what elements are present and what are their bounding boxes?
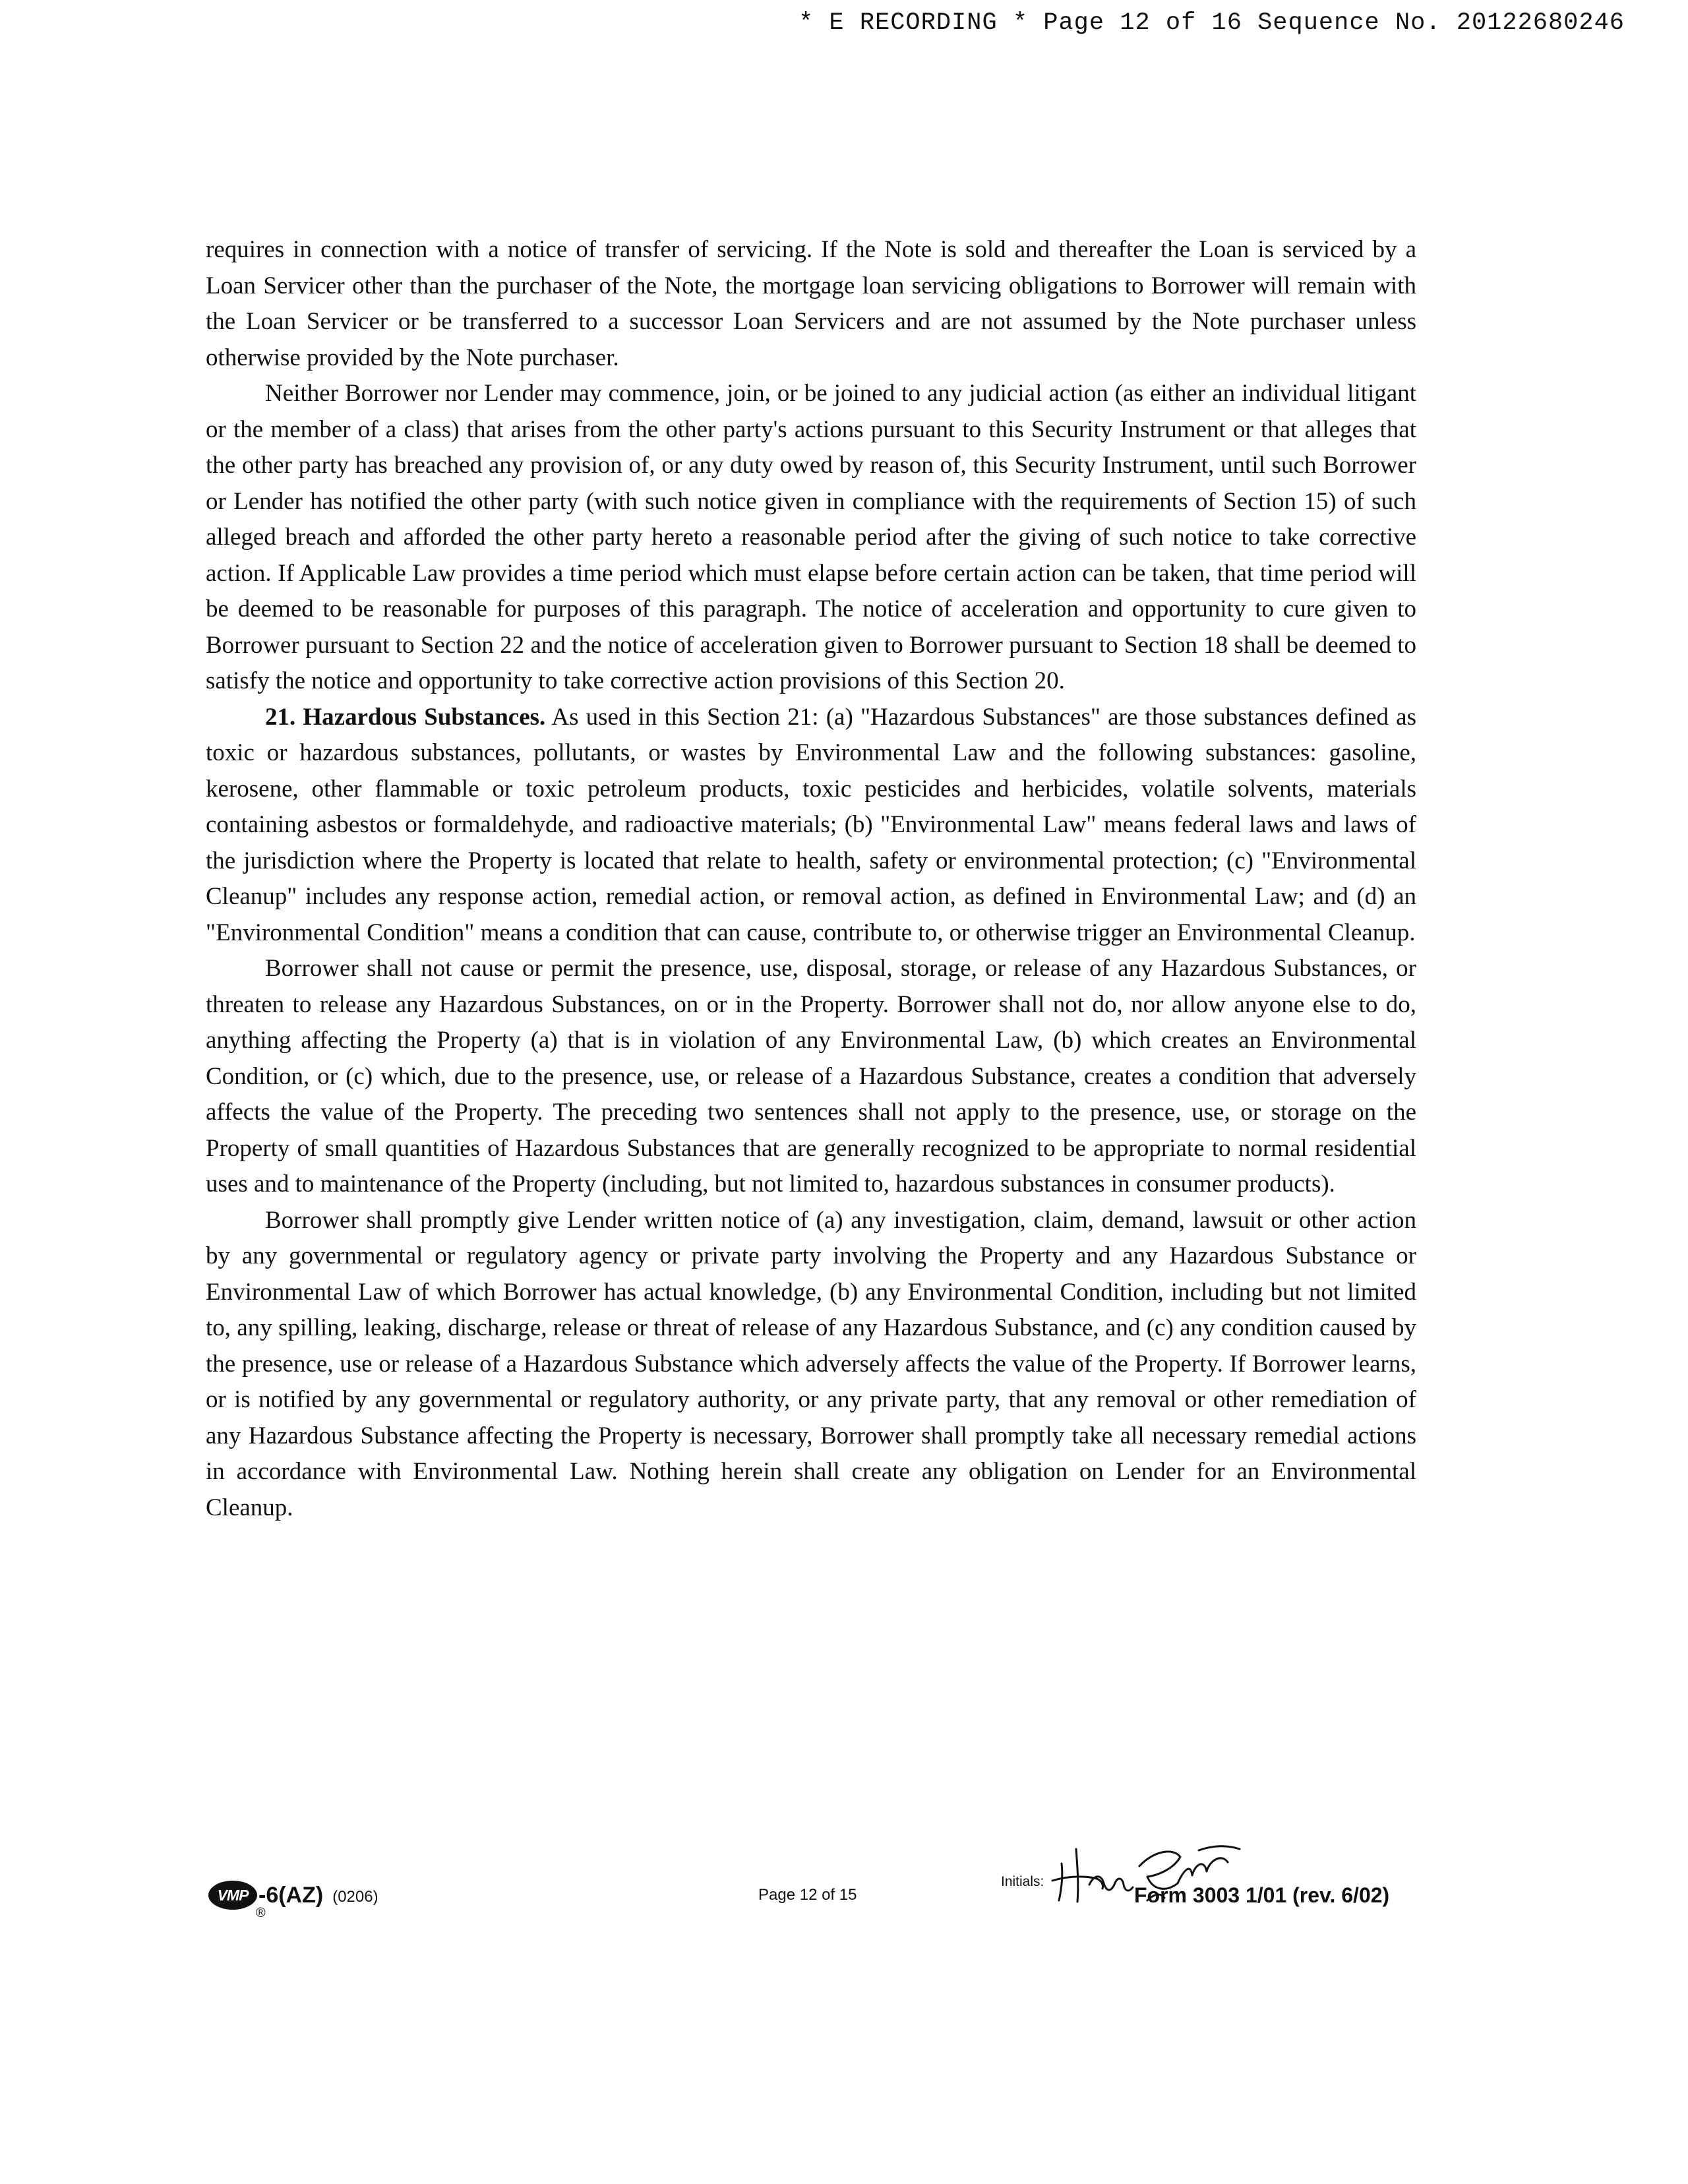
- vmp-logo-icon: VMP: [208, 1881, 257, 1910]
- form-revision-code: (0206): [332, 1888, 378, 1906]
- page-footer: [0, 1840, 1688, 1945]
- paragraph-borrower-notice: Borrower shall promptly give Lender written notice of (a) any investigation, claim, demand, lawsuit or other action by any governmental or regulatory agency or private party involving the Property and any Hazardous Substance or Environmental Law of which Borrower has actual knowledge, (b) any Environmental Condition, including but not limited to, any spilling, leaking, discharge, release or threat of release of any Hazardous Substance, and (c) any condition caused by the presence, use or release of a Hazardous Substance which adversely affects the value of the Property. If Borrower learns, or is notified by any governmental or regulatory authority, or any private party, that any removal or other remediation of any Hazardous Substance affecting the Property is necessary, Borrower shall promptly take all necessary remedial actions in accordance with Environmental Law. Nothing herein shall create any obligation on Lender for an Environmental Cleanup.: [206, 1206, 1416, 1521]
- vmp-logo: [208, 1881, 378, 1920]
- paragraph-borrower-shall-not: Borrower shall not cause or permit the presence, use, disposal, storage, or release of any Hazardous Substances, or threaten to release any Hazardous Substances, on or in the Property. Borrower shall not do, nor allow anyone else to do, anything affecting the Property (a) that is in violation of any Environmental Law, (b) which creates an Environmental Condition, or (c) which, due to the presence, use, or release of a Hazardous Substance, creates a condition that adversely affects the value of the Property. The preceding two sentences shall not apply to the presence, use, or storage on the Property of small quantities of Hazardous Substances that are generally recognized to be appropriate to normal residential uses and to maintenance of the Property (including, but not limited to, hazardous substances in consumer products).: [206, 955, 1416, 1198]
- form-number: Form 3003 1/01 (rev. 6/02): [1134, 1883, 1390, 1907]
- section-21-heading: 21. Hazardous Substances.: [265, 703, 546, 731]
- page-number: Page 12 of 15: [758, 1886, 857, 1904]
- registered-mark: ®: [256, 1906, 266, 1920]
- recording-stamp: * E RECORDING * Page 12 of 16 Sequence No. 20122680246: [799, 9, 1625, 37]
- section-21-text: As used in this Section 21: (a) "Hazardous Substances" are those substances defined as toxic or hazardous substances, pollutants, or wastes by Environmental Law and the following substances: gasoline, kerosene, other flammable or toxic petroleum products, toxic pesticides and herbicides, volatile solvents, materials containing asbestos or formaldehyde, and radioactive materials; (b) "Environmental Law" means federal laws and laws of the jurisdiction where the Property is located that relate to health, safety or environmental protection; (c) "Environmental Cleanup" includes any response action, remedial action, or removal action, as defined in Environmental Law; and (d) an "Environmental Condition" means a condition that can cause, contribute to, or otherwise trigger an Environmental Cleanup.: [206, 703, 1416, 946]
- initials-label: Initials:: [1001, 1874, 1044, 1889]
- document-body: [206, 232, 1416, 1526]
- section-21-paragraph: [206, 700, 1416, 952]
- form-code: -6(AZ): [258, 1882, 324, 1908]
- paragraph-servicing-continued: requires in connection with a notice of transfer of servicing. If the Note is sold and thereafter the Loan is serviced by a Loan Servicer other than the purchaser of the Note, the mortgage loan servicing obligations to Borrower will remain with the Loan Servicer or be transferred to a successor Loan Servicers and are not assumed by the Note purchaser unless otherwise provided by the Note purchaser.: [206, 236, 1416, 371]
- paragraph-judicial-action: Neither Borrower nor Lender may commence, join, or be joined to any judicial action (as either an individual litigant or the member of a class) that arises from the other party's actions pursuant to this Security Instrument or that alleges that the other party has breached any provision of, or any duty owed by reason of, this Security Instrument, until such Borrower or Lender has notified the other party (with such notice given in compliance with the requirements of Section 15) of such alleged breach and afforded the other party hereto a reasonable period after the giving of such notice to take corrective action. If Applicable Law provides a time period which must elapse before certain action can be taken, that time period will be deemed to be reasonable for purposes of this paragraph. The notice of acceleration and opportunity to cure given to Borrower pursuant to Section 22 and the notice of acceleration given to Borrower pursuant to Section 18 shall be deemed to satisfy the notice and opportunity to take corrective action provisions of this Section 20.: [206, 380, 1416, 694]
